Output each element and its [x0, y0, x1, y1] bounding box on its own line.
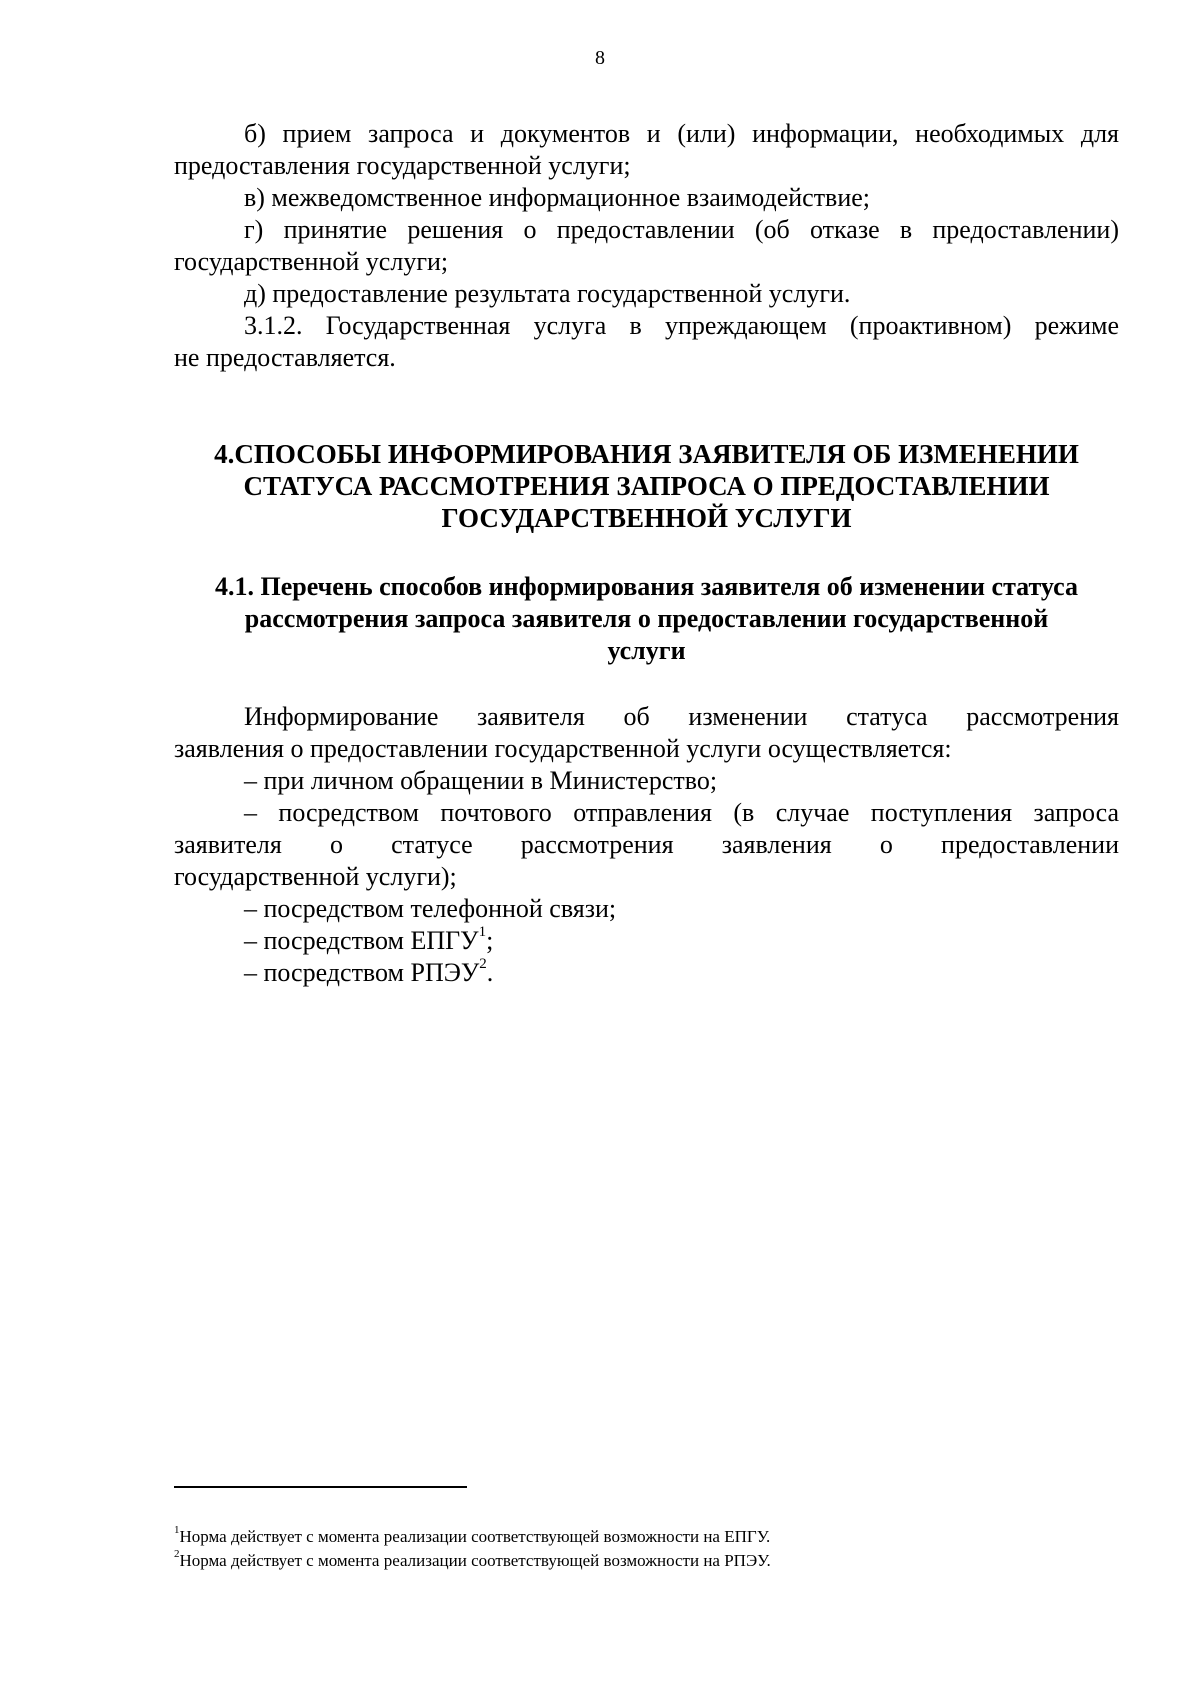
page-number: 8: [595, 47, 605, 69]
item-d: д) предоставление результата государственной услуги.: [244, 279, 851, 308]
list-item-rpeu-text: – посредством РПЭУ: [244, 958, 480, 987]
footnote-ref-1: 1: [478, 924, 487, 941]
section4-heading-line2: СТАТУСА РАССМОТРЕНИЯ ЗАПРОСА О ПРЕДОСТАВЛЕНИИ: [243, 471, 1050, 501]
item-g: [174, 214, 1119, 278]
subsection-heading-line3: услуги: [607, 636, 686, 665]
item-g-line2: государственной услуги;: [174, 247, 449, 276]
footnote-ref-2: 2: [479, 956, 487, 973]
footnote-text-1: Норма действует с момента реализации соответствующей возможности на ЕПГУ.: [179, 1527, 771, 1546]
subsection-heading-line1: 4.1. Перечень способов информирования заявителя об изменении статуса: [215, 572, 1078, 601]
footnote-2: [174, 1549, 1119, 1573]
item-b-line2: предоставления государственной услуги;: [174, 151, 631, 180]
list-item-phone: – посредством телефонной связи;: [244, 894, 617, 923]
paragraph-3-1-2-line1: 3.1.2. Государственная услуга в упреждающем (проактивном) режиме: [244, 311, 1119, 340]
item-g-line1: г) принятие решения о предоставлении (об отказе в предоставлении): [244, 215, 1119, 244]
list-item-epgu: [174, 925, 1119, 957]
list-item-rpeu-end: .: [486, 958, 494, 987]
footnote-mark-2: 2: [174, 1548, 180, 1561]
intro-line2: заявления о предоставлении государственной услуги осуществляется:: [174, 734, 952, 763]
intro-line1: Информирование заявителя об изменении статуса рассмотрения: [244, 702, 1119, 731]
footnote-separator: [174, 1486, 467, 1488]
paragraph-3-1-2: [174, 310, 1119, 374]
footnotes: [174, 1525, 1119, 1573]
intro-paragraph: [174, 701, 1119, 765]
list-item-post-line1: – посредством почтового отправления (в случае поступления запроса: [244, 798, 1119, 827]
footnote-text-2: Норма действует с момента реализации соответствующей возможности на РПЭУ.: [179, 1551, 771, 1570]
section4-heading: [174, 438, 1119, 534]
list-item-ministry: – при личном обращении в Министерство;: [244, 766, 718, 795]
list-item-post-line3: государственной услуги);: [174, 862, 457, 891]
section3-list: [174, 118, 1119, 374]
item-v: в) межведомственное информационное взаимодействие;: [244, 183, 871, 212]
section4-heading-line3: ГОСУДАРСТВЕННОЙ УСЛУГИ: [441, 503, 852, 533]
list-item-epgu-text: – посредством ЕПГУ: [244, 926, 479, 955]
list-item-post: [174, 797, 1119, 893]
section4-body: [174, 701, 1119, 989]
subsection-4-1-heading: [174, 571, 1119, 667]
item-b: [174, 118, 1119, 182]
section4-heading-line1: 4.СПОСОБЫ ИНФОРМИРОВАНИЯ ЗАЯВИТЕЛЯ ОБ ИЗМЕНЕНИИ: [214, 439, 1079, 469]
paragraph-3-1-2-line2: не предоставляется.: [174, 343, 396, 372]
footnote-1: [174, 1525, 1119, 1549]
list-item-rpeu: [174, 957, 1119, 989]
subsection-heading-line2: рассмотрения запроса заявителя о предоставлении государственной: [244, 604, 1049, 633]
item-b-line1: б) прием запроса и документов и (или) информации, необходимых для: [244, 119, 1119, 148]
list-item-post-line2: заявителя о статусе рассмотрения заявления о предоставлении: [174, 830, 1119, 859]
list-item-epgu-end: ;: [486, 926, 494, 955]
footnote-mark-1: 1: [174, 1524, 180, 1537]
